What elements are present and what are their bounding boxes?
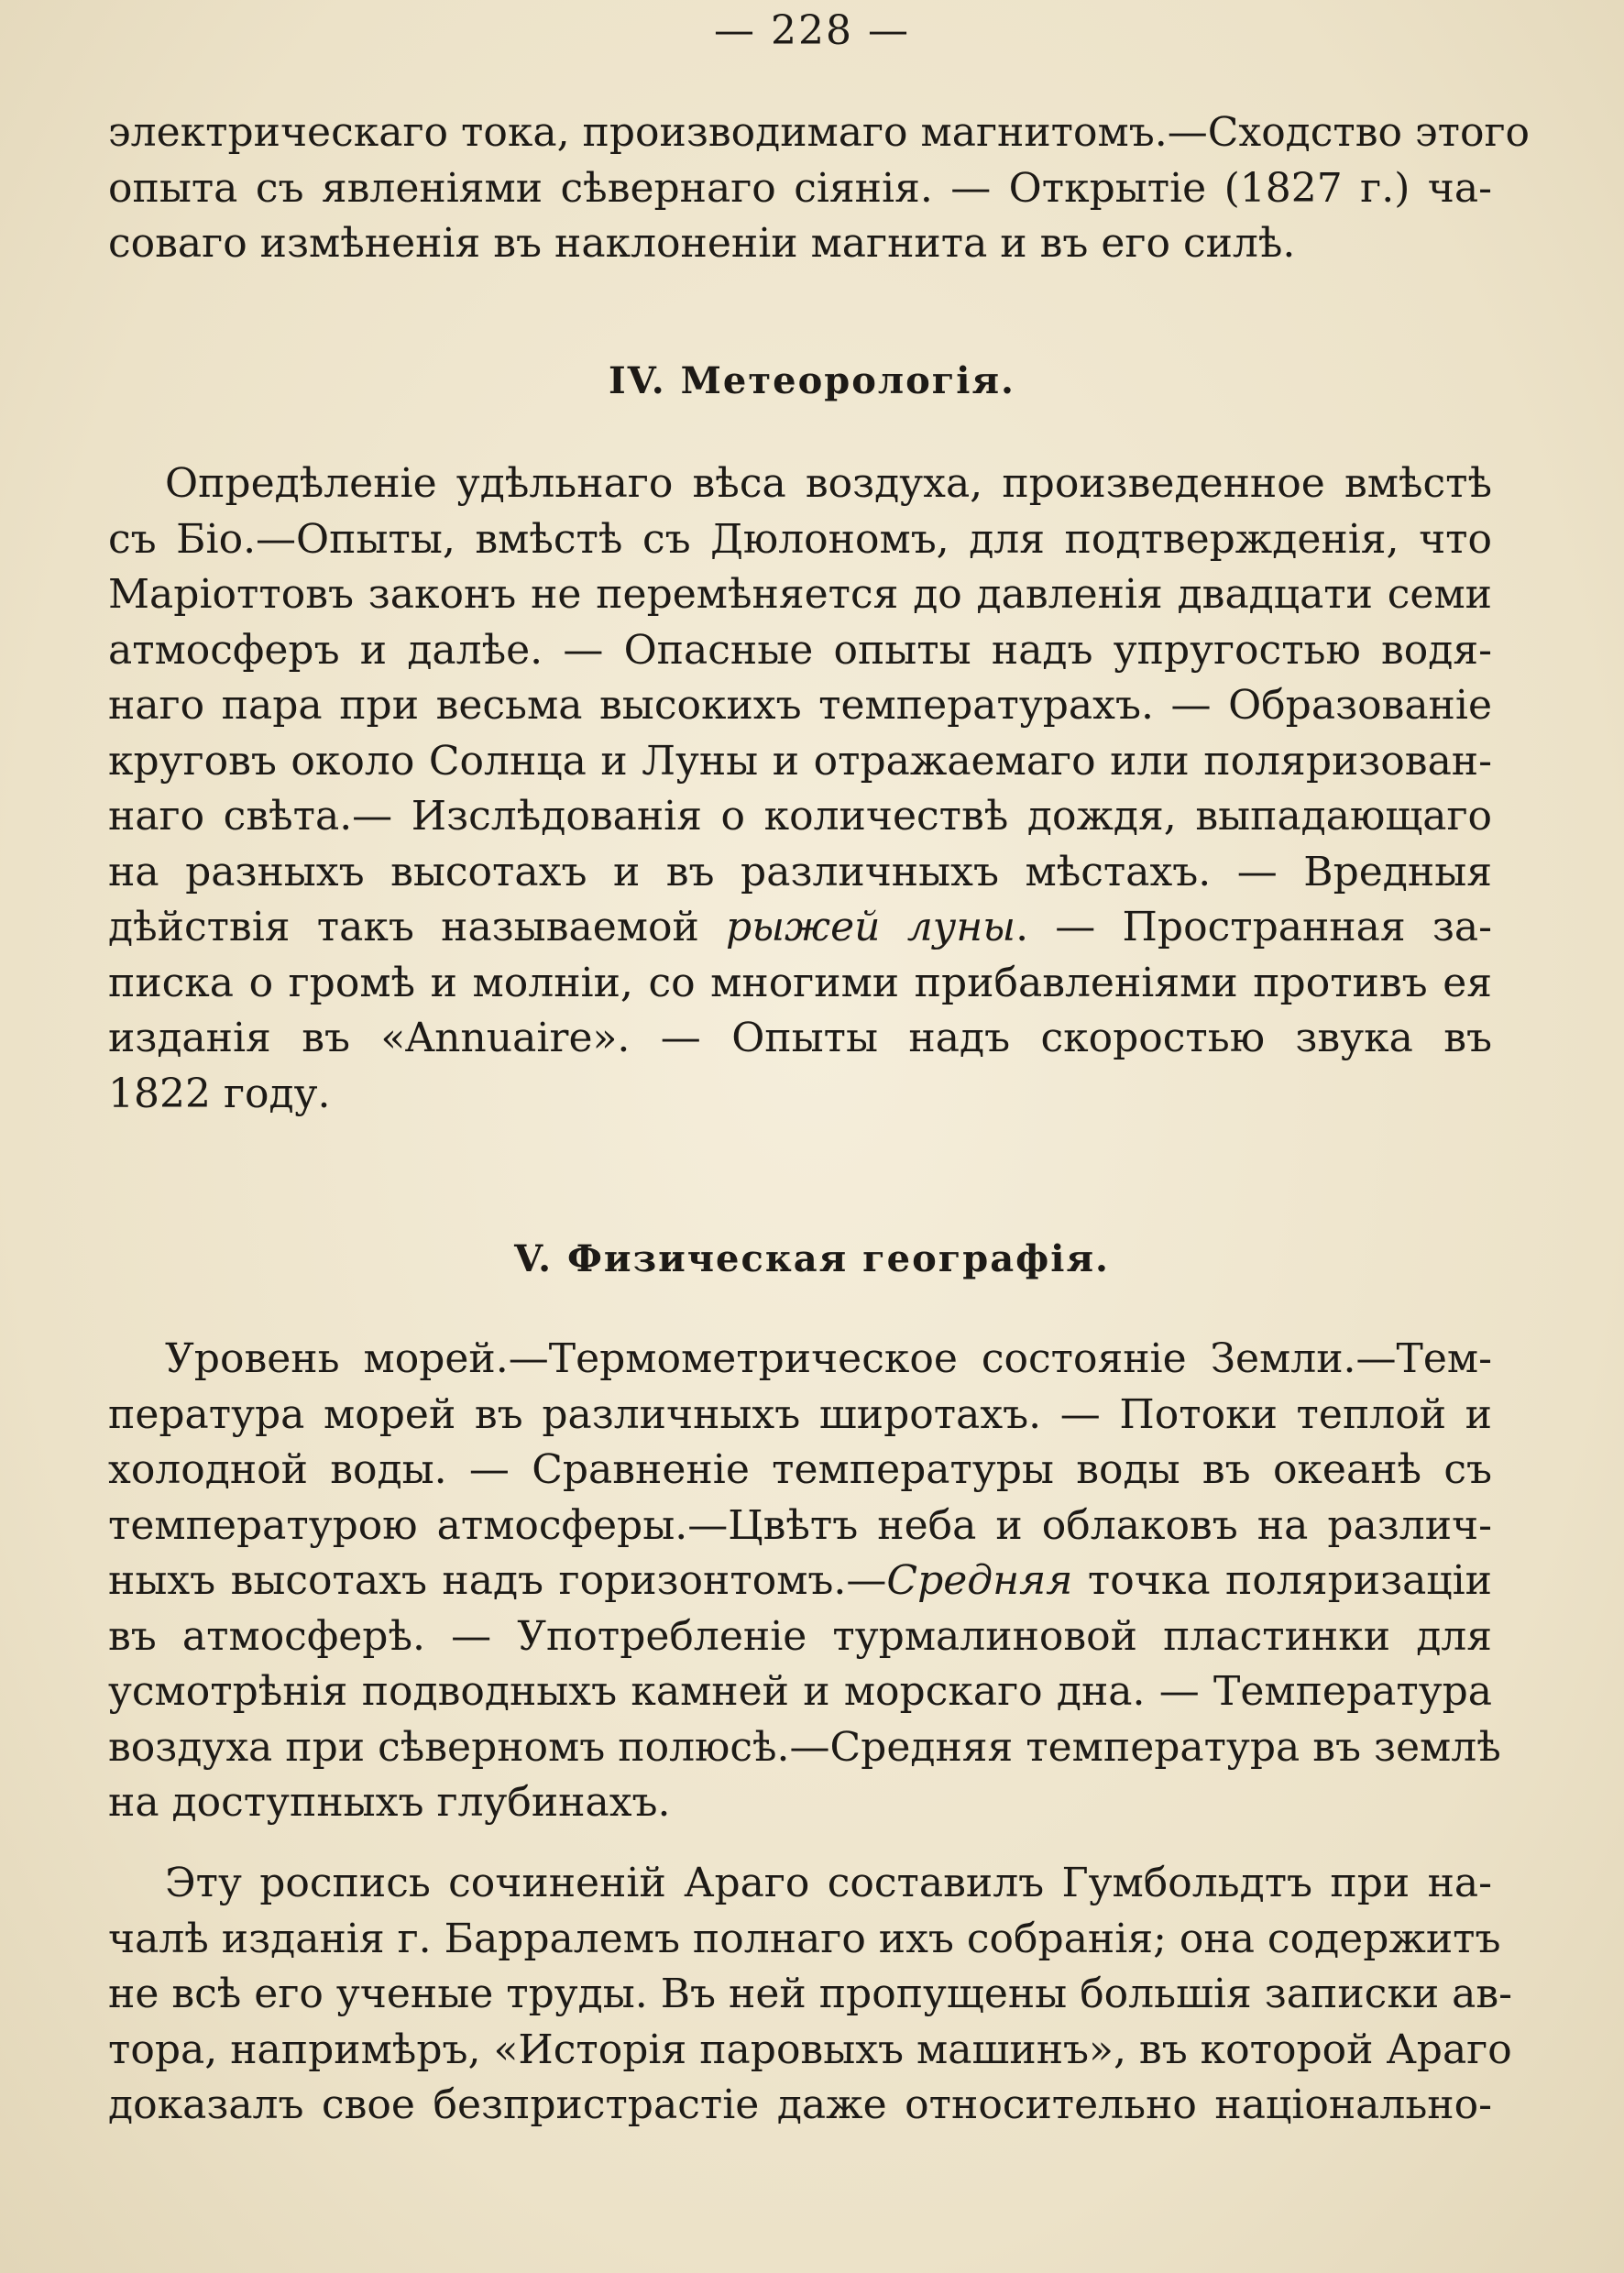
text-fragment: . — Пространная за- — [1015, 904, 1492, 950]
text-line: на разныхъ высотахъ и въ различныхъ мѣстахъ. — Вредныя — [108, 848, 1492, 895]
text-line: въ атмосферѣ. — Употребленіе турмалиновой пластинки для — [108, 1612, 1492, 1660]
text-fragment: дѣйствія такъ называемой — [108, 904, 699, 950]
text-line — [108, 1554, 1492, 1609]
text-line — [108, 900, 1492, 956]
text-line: съ Біо.—Опыты, вмѣстѣ съ Дюлономъ, для подтвержденія, что — [108, 515, 1492, 563]
text-fragment: ныхъ высотахъ надъ горизонтомъ.— — [108, 1557, 887, 1604]
meteorology-paragraph — [108, 456, 1492, 1122]
intro-paragraph — [108, 105, 1531, 272]
text-line: Маріоттовъ законъ не перемѣняется до давленія двадцати семи — [108, 571, 1492, 618]
text-line: Уровень морей.—Термометрическое состояніе Земли.—Тем- — [165, 1335, 1492, 1382]
text-line: атмосферъ и далѣе. — Опасные опыты надъ упругостью водя- — [108, 626, 1492, 674]
text-line: пература морей въ различныхъ широтахъ. — Потоки теплой и — [108, 1390, 1492, 1438]
section-heading-meteorology: IV. Метеорологія. — [609, 359, 1015, 402]
text-line: не всѣ его ученые труды. Въ ней пропущены большія записки ав- — [108, 1971, 1513, 2017]
italic-term: рыжей луны — [726, 904, 1016, 950]
text-line: соваго измѣненія въ наклоненіи магнита и въ его силѣ. — [108, 220, 1296, 267]
text-fragment: точка поляризаціи — [1087, 1557, 1492, 1604]
text-line: изданія въ «Annuaire». — Опыты надъ скоростью звука въ — [108, 1015, 1492, 1061]
text-line: наго пара при весьма высокихъ температурахъ. — Образованіе — [108, 682, 1492, 729]
geography-paragraph — [108, 1332, 1501, 1831]
text-line: на доступныхъ глубинахъ. — [108, 1779, 671, 1826]
text-line: наго свѣта.— Изслѣдованія о количествѣ дождя, выпадающаго — [108, 793, 1492, 840]
text-line: опыта съ явленіями сѣвернаго сіянія. — Открытіе (1827 г.) ча- — [108, 164, 1492, 212]
text-line: доказалъ свое безпристрастіе даже относительно національно- — [108, 2081, 1492, 2128]
page-number: — 228 — — [714, 7, 910, 54]
final-paragraph — [108, 1856, 1513, 2134]
italic-term: Средняя — [886, 1557, 1073, 1604]
text-line: Опредѣленіе удѣльнаго вѣса воздуха, произведенное вмѣстѣ — [165, 460, 1492, 507]
text-line: чалѣ изданія г. Барралемъ полнаго ихъ собранія; она содержитъ — [108, 1915, 1501, 1962]
text-line: электрическаго тока, производимаго магнитомъ.—Сходство этого — [108, 109, 1531, 156]
text-line: писка о громѣ и молніи, со многими прибавленіями противъ ея — [108, 959, 1492, 1006]
text-line: воздуха при сѣверномъ полюсѣ.—Средняя температура въ землѣ — [108, 1723, 1501, 1771]
section-heading-geography: V. Физическая географія. — [514, 1237, 1110, 1280]
text-line: температурою атмосферы.—Цвѣтъ неба и облаковъ на различ- — [108, 1501, 1492, 1549]
text-line: усмотрѣнія подводныхъ камней и морскаго дна. — Температура — [108, 1668, 1492, 1715]
text-line: 1822 году. — [108, 1070, 331, 1117]
text-line: Эту роспись сочиненій Араго составилъ Гумбольдтъ при на- — [165, 1860, 1492, 1906]
text-line: тора, напримѣръ, «Исторія паровыхъ машинъ», въ которой Араго — [108, 2026, 1512, 2073]
text-line: холодной воды. — Сравненіе температуры воды въ океанѣ съ — [108, 1446, 1492, 1493]
text-line: круговъ около Солнца и Луны и отражаемаго или поляризован- — [108, 737, 1492, 785]
